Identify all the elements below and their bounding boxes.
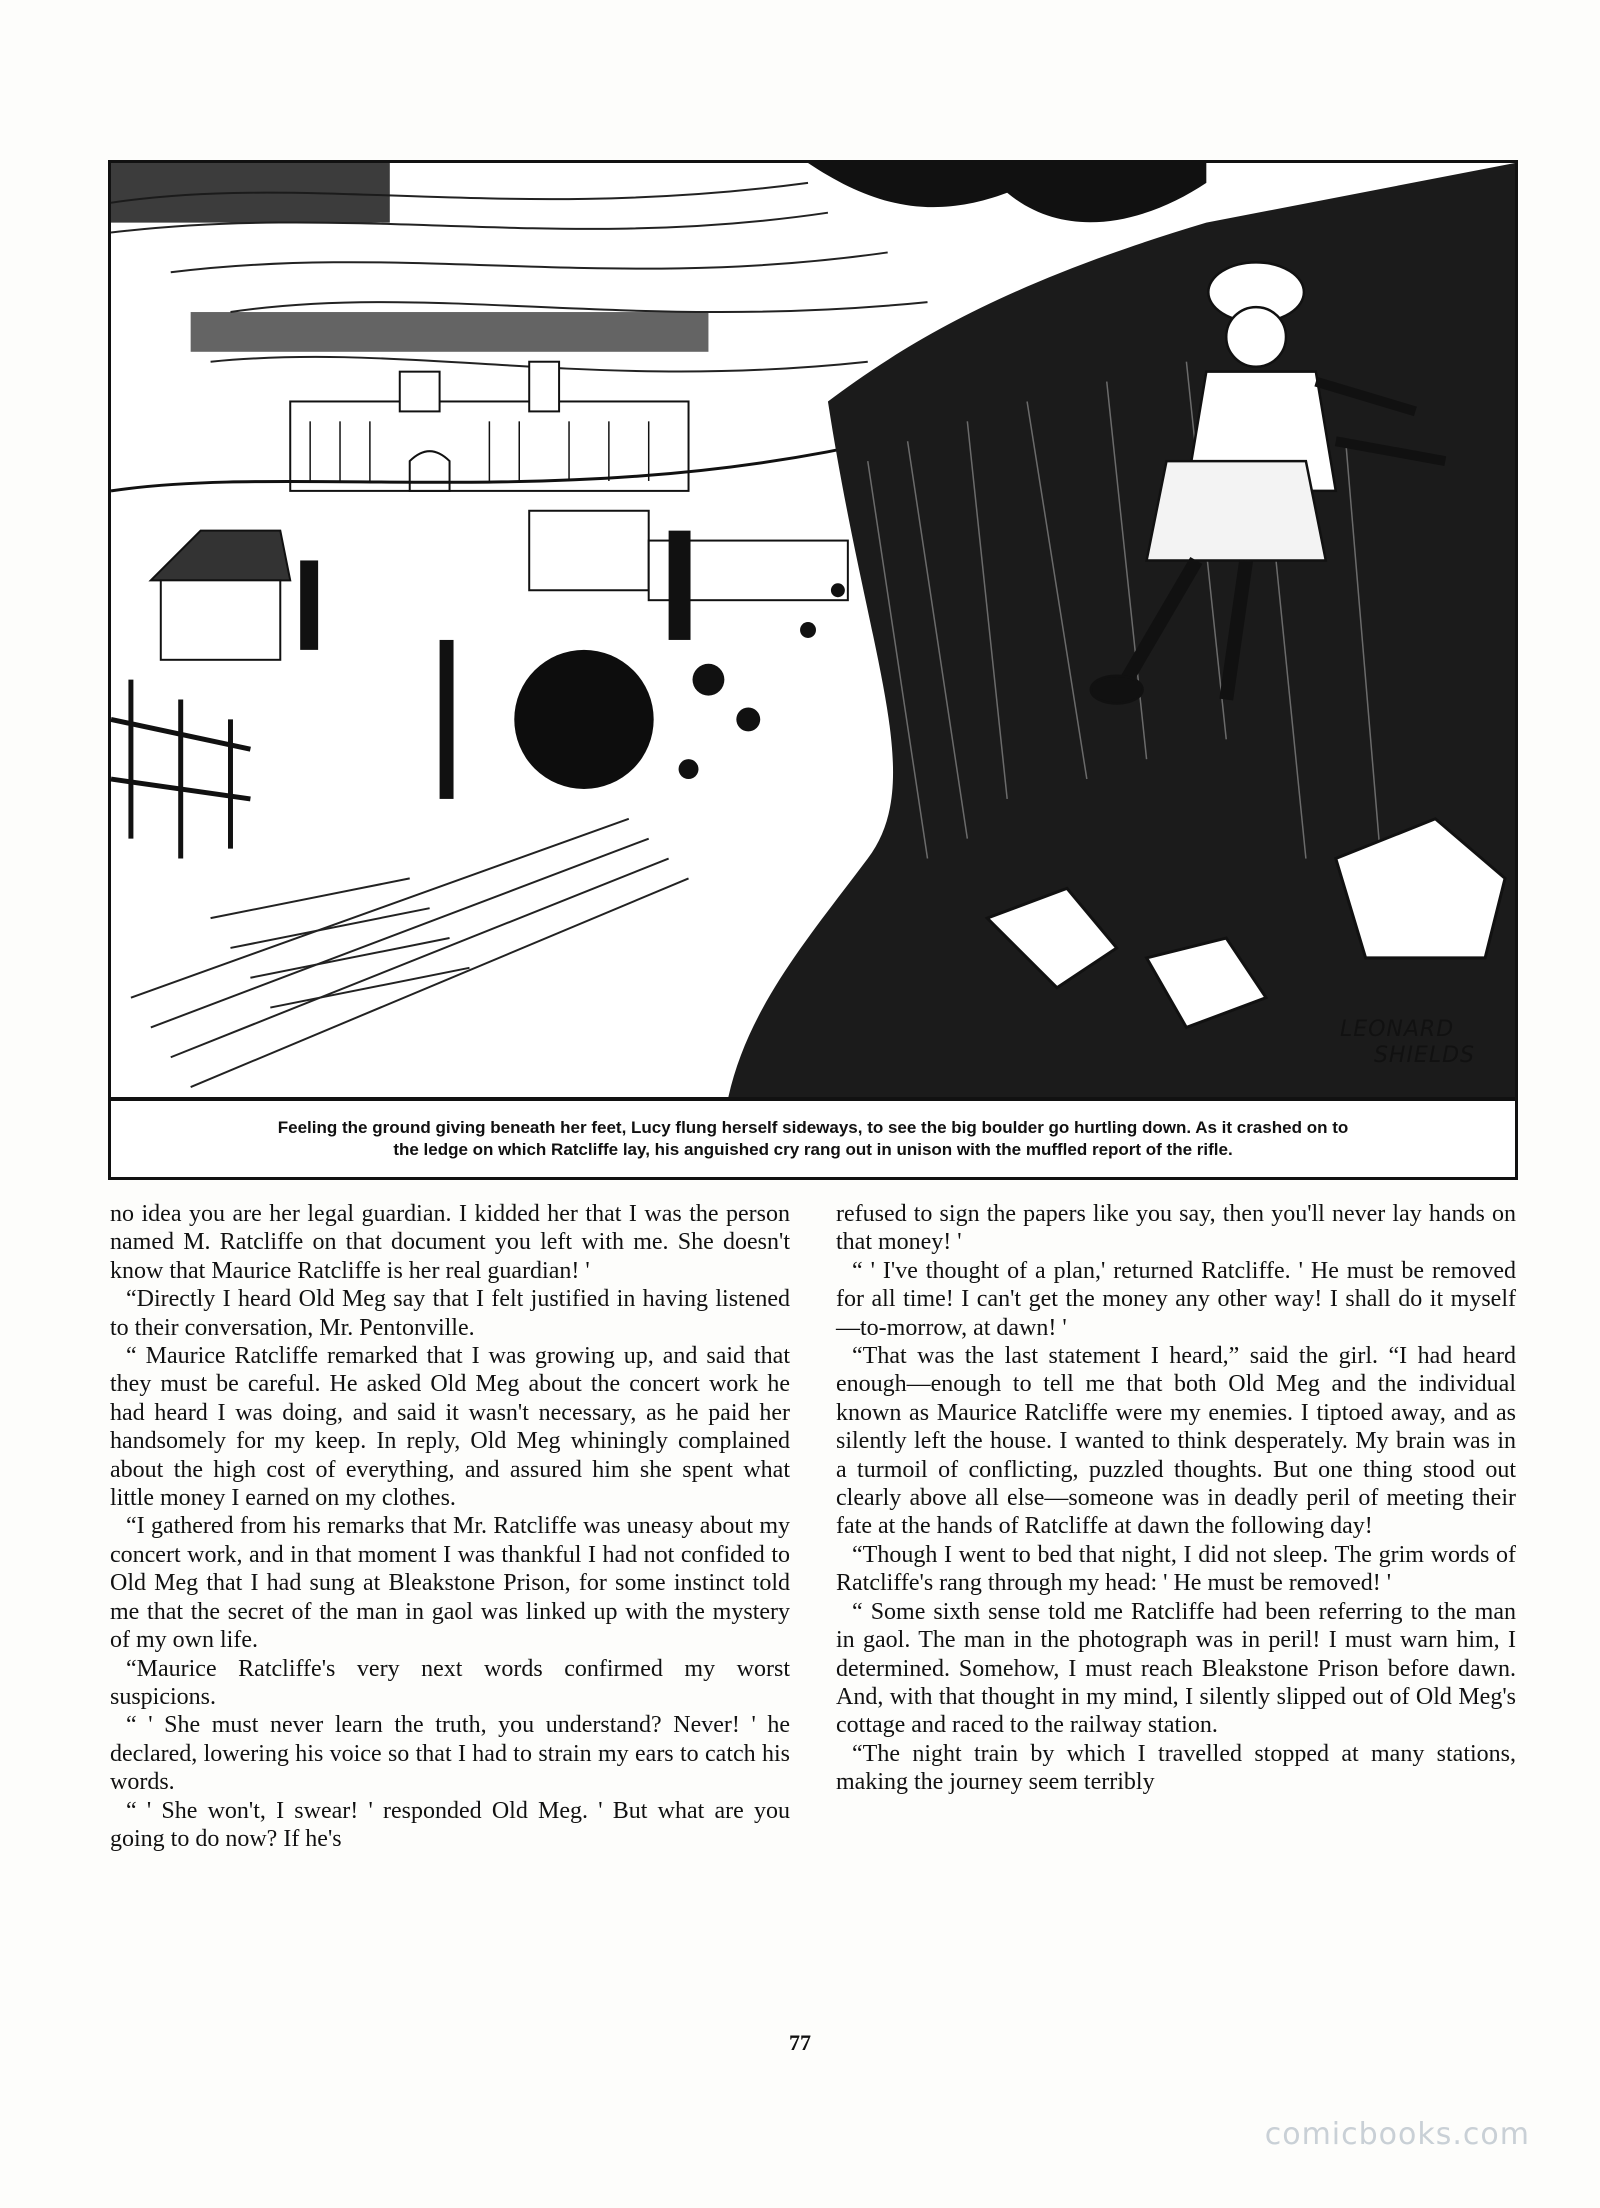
page-number: 77 (789, 2030, 811, 2055)
paragraph: “Directly I heard Old Meg say that I felt justified in having listened to their conversation, Mr. Pentonville. (110, 1286, 790, 1341)
signature-last-name: SHIELDS (1373, 1043, 1475, 1068)
paragraph: no idea you are her legal guardian. I kidded her that I was the person named M. Ratcliffe on that document you left with me. She doesn't know that Maurice Ratcliffe is her real guardian! ' (110, 1201, 790, 1284)
illustration-caption (108, 1098, 1518, 1180)
paragraph: “The night train by which I travelled stopped at many stations, making the journey seem terribly (836, 1740, 1516, 1796)
watermark: comicbooks.com (1264, 2117, 1530, 2152)
paragraph: “ Maurice Ratcliffe remarked that I was growing up, and said that they must be careful. He asked Old Meg about the concert work he had heard I was doing, and said it wasn't necessary, as he paid her handsomely for my keep. In reply, Old Meg whiningly complained about the high cost of everything, and assured him she spent what little money I earned on my clothes. (110, 1343, 790, 1512)
paragraph: “Though I went to bed that night, I did not sleep. The grim words of Ratcliffe's rang through my head: ' He must be removed! ' (836, 1541, 1516, 1597)
paragraph: “I gathered from his remarks that Mr. Ratcliffe was uneasy about my concert work, and in that moment I was thankful I had not confided to Old Meg that I had sung at Bleakstone Prison, for some instinct told me that the secret of the man in gaol was linked up with the mystery of my own life. (110, 1513, 790, 1654)
paragraph: refused to sign the papers like you say, then you'll never lay hands on that money! ' (836, 1201, 1516, 1256)
paragraph: “That was the last statement I heard,” said the girl. “I had heard enough—enough to tell me that both Old Meg and the individual known as Maurice Ratcliffe were my enemies. I tiptoed away, and as silently left the house. I wanted to think desperately. My brain was in a turmoil of conflicting, puzzled thoughts. But one thing stood out clearly above all else—someone was in deadly peril of meeting their fate at the hands of Ratcliffe at dawn the following day! (836, 1343, 1516, 1540)
right-text-column (836, 1200, 1516, 1797)
signature-first-name: LEONARD (1339, 1017, 1455, 1042)
left-text-column (110, 1200, 790, 1853)
caption-line-1: Feeling the ground giving beneath her feet, Lucy flung herself sideways, to see the big boulder go hurtling down. As it crashed on to (277, 1118, 1349, 1137)
caption-line-2: the ledge on which Ratcliffe lay, his anguished cry rang out in unison with the muffled report of the rifle. (393, 1140, 1233, 1159)
illustration (108, 160, 1518, 1100)
paragraph: “Maurice Ratcliffe's very next words confirmed my worst suspicions. (110, 1655, 790, 1710)
paragraph: “ ' She won't, I swear! ' responded Old Meg. ' But what are you going to do now? If he's (110, 1797, 790, 1852)
artist-signature (1340, 1017, 1475, 1069)
illustration-drawing (111, 163, 1515, 1097)
paragraph: “ Some sixth sense told me Ratcliffe had been referring to the man in gaol. The man in the photograph was in peril! I must warn him, I determined. Somehow, I must reach Bleakstone Prison before dawn. And, with that thought in my mind, I silently slipped out of Old Meg's cottage and raced to the railway station. (836, 1598, 1516, 1739)
paragraph: “ ' I've thought of a plan,' returned Ratcliffe. ' He must be removed for all time! I can't get the money any other way! I shall do it myself—to-morrow, at dawn! ' (836, 1257, 1516, 1341)
paragraph: “ ' She must never learn the truth, you understand? Never! ' he declared, lowering his voice so that I had to strain my ears to catch his words. (110, 1712, 790, 1796)
